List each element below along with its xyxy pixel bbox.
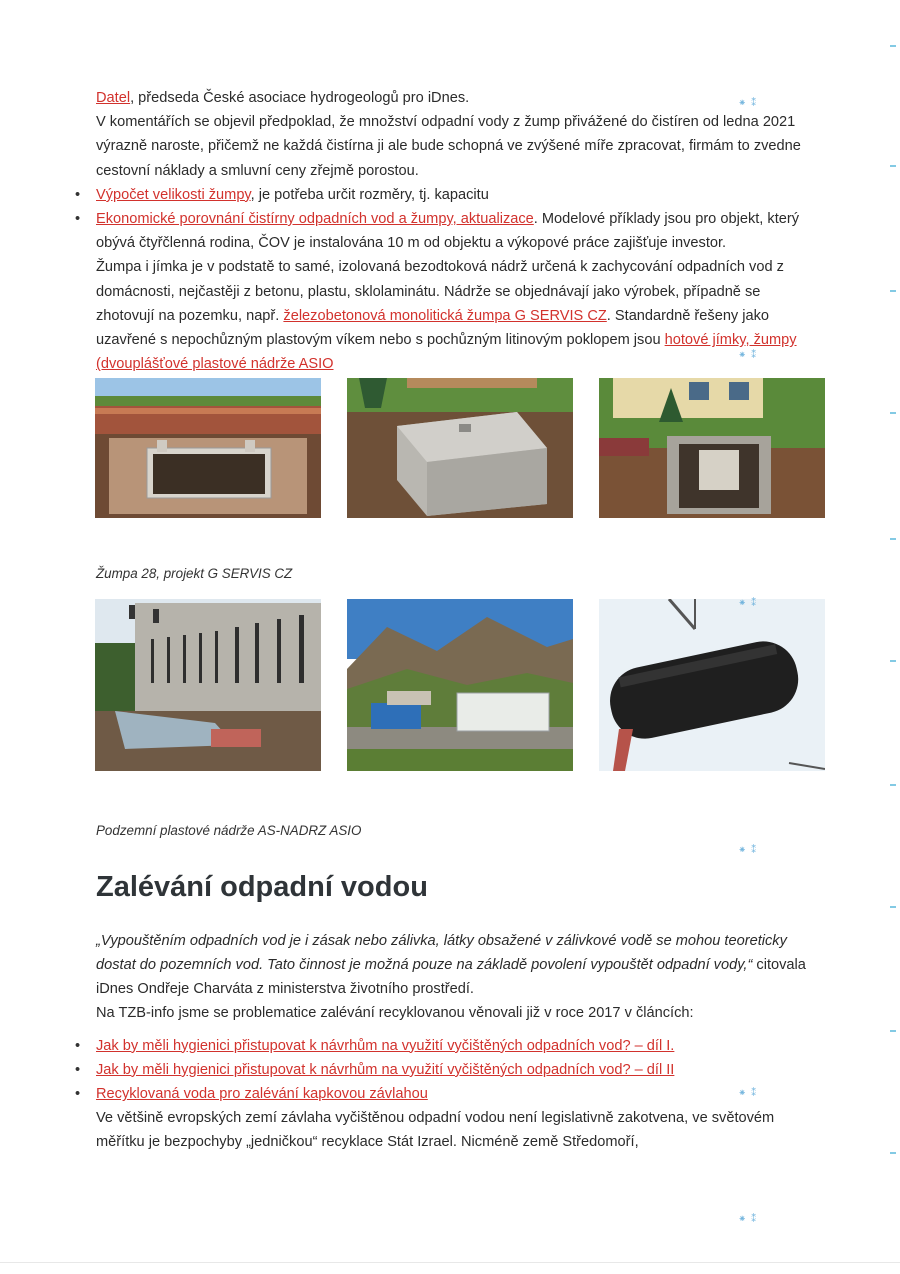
text-datel: , předseda České asociace hydrogeologů pro iDnes. — [130, 90, 470, 106]
scan-mark — [890, 412, 896, 414]
photo-septic-cross-section — [95, 378, 321, 518]
link-datel[interactable]: Datel — [96, 90, 131, 106]
photo-tank-cutaway-garden — [599, 378, 825, 518]
photo-tank-lifted-by-crane — [599, 599, 825, 771]
caption-asio: Podzemní plastové nádrže AS-NADRZ ASIO — [96, 822, 362, 838]
paragraph-zumpa — [96, 255, 814, 376]
quote-paragraph — [96, 929, 808, 1002]
bullet-list-1 — [96, 183, 816, 256]
image-row-zumpa — [95, 378, 825, 518]
list-item — [96, 1058, 816, 1082]
link-recyklovana-voda[interactable]: Recyklovaná voda pro zalévání kapkovou závlahou — [96, 1086, 428, 1103]
scan-mark — [890, 906, 896, 908]
scan-mark — [890, 1152, 896, 1154]
link-vypocet-zumpy[interactable]: Výpočet velikosti žumpy — [96, 186, 251, 203]
photo-tank-installation-building — [95, 599, 321, 771]
quote-attribution: citovala iDnes Ondřeje Charváta z ministerstva životního prostředí. — [96, 957, 806, 998]
paragraph-source — [96, 86, 816, 110]
link-hygienici-dil-2[interactable]: Jak by měli hygienici přistupovat k návrhům na využití vyčištěných odpadních vod? – díl II — [96, 1061, 675, 1078]
link-zelezobetonova-zumpa[interactable]: železobetonová monolitická žumpa G SERVIS CZ — [283, 307, 607, 324]
paragraph-comments: V komentářích se objevil předpoklad, že množství odpadní vody z žump přivážené do čistíren od ledna 2021 výrazně naroste, přičemž ne každá čistírna ji ale bude schopná ve zvýšené míře zpracovat, firmám to zvedne cestovní náklady a smluvní ceny zřejmě porostou. — [96, 114, 801, 179]
list-item — [96, 207, 816, 255]
link-ekonomicke-porovnani[interactable]: Ekonomické porovnání čistírny odpadních vod a žumpy, aktualizace — [96, 211, 534, 228]
paragraph-text: . Standardně řešeny jako uzavřené s nepochůzným plastovým víkem nebo s pochůzným litinovým poklopem jsou — [96, 307, 770, 349]
scan-stamp-icon: ⁕ ⁑ — [738, 1214, 758, 1225]
scan-stamp-icon: ⁕ ⁑ — [738, 98, 758, 109]
list-item — [96, 183, 816, 207]
section-heading: Zalévání odpadní vodou — [96, 870, 428, 903]
caption-zumpa: Žumpa 28, projekt G SERVIS CZ — [96, 566, 293, 582]
scan-mark — [890, 290, 896, 292]
link-hygienici-dil-1[interactable]: Jak by měli hygienici přistupovat k návrhům na využití vyčištěných odpadních vod? – díl I. — [96, 1037, 675, 1054]
scan-stamp-icon: ⁕ ⁑ — [738, 845, 758, 856]
scan-mark — [890, 165, 896, 167]
bullet-list-2 — [96, 1034, 816, 1107]
scan-mark — [890, 538, 896, 540]
paragraph-europe: Ve většině evropských zemí závlaha vyčištěnou odpadní vodou není legislativně zakotvena, ve světovém měřítku je bezpochyby „jedničkou“ recyklace Stát Izrael. Nicméně země Středomoří, — [96, 1110, 775, 1151]
list-item — [96, 1034, 816, 1058]
paragraph-text: Žumpa i jímka je v podstatě to samé, izolovaná bezodtoková nádrž určená k zachycování odpadních vod z domácnosti, nejčastěji z betonu, plastu, sklolaminátu. Nádrže se objednávají jako výrobek, případně se zhotovují na pozemku, např. — [96, 259, 784, 324]
list-item-text: . Modelové příklady jsou pro objekt, který obývá čtyřčlenná rodina, ČOV je instalována 10 m od objektu a výkopové práce zajišťuje investor. — [96, 211, 800, 252]
photo-tank-transport-mountains — [347, 599, 573, 771]
image-row-asio — [95, 599, 825, 769]
page-bottom-edge — [0, 1262, 900, 1263]
scan-stamp-icon: ⁕ ⁑ — [738, 598, 758, 609]
quote-text: „Vypouštěním odpadních vod je i zásak nebo zálivka, látky obsažené v zálivkové vodě se mohou teoreticky dostat do pozemních vod. Tato činnost je možná pouze na základě povolení vypouštět odpadní vody,“ — [96, 932, 787, 974]
scan-stamp-icon: ⁕ ⁑ — [738, 1088, 758, 1099]
scan-mark — [890, 784, 896, 786]
article-body — [96, 86, 816, 1155]
photo-concrete-tank-in-pit — [347, 378, 573, 518]
scan-stamp-icon: ⁕ ⁑ — [738, 350, 758, 361]
scan-mark — [890, 45, 896, 47]
scan-mark — [890, 1030, 896, 1032]
list-item — [96, 1082, 816, 1106]
link-hotove-jimky[interactable]: hotové jímky, žumpy (dvouplášťové plastové nádrže ASIO — [96, 332, 797, 373]
list-item-text: , je potřeba určit rozměry, tj. kapacitu — [250, 186, 489, 203]
scan-mark — [890, 660, 896, 662]
paragraph-tzb-info: Na TZB-info jsme se problematice zalévání recyklovanou věnovali již v roce 2017 v článcích: — [96, 1005, 694, 1022]
